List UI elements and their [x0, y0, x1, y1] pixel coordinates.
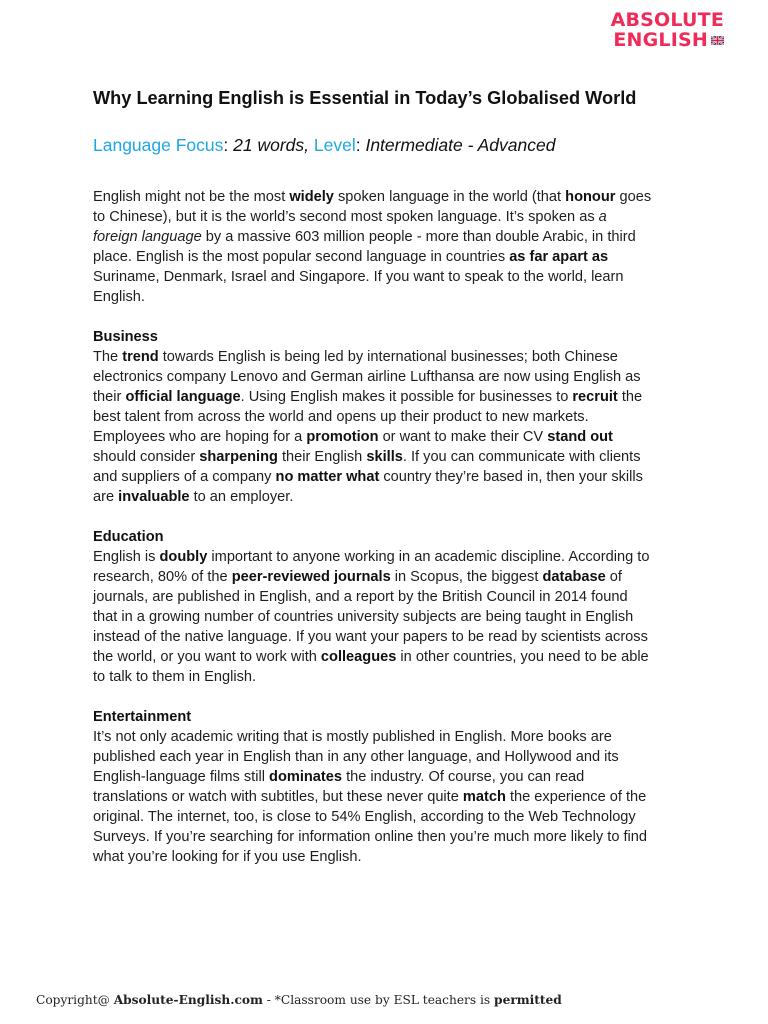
body-text: The [93, 349, 123, 365]
vocab-word: honour [565, 189, 616, 205]
body-text: It’s not only academic writing that is mostly published in English. More books are published each year in English than in any other language, and Hollywood and its English-language films still [93, 729, 619, 785]
body-text: important to anyone working in an academic discipline. According to research, 80% of the [93, 549, 650, 585]
body-text: spoken language in the world (that [333, 189, 566, 205]
vocab-word: as far apart as [509, 249, 609, 265]
business-paragraph [93, 347, 653, 507]
logo-line-2 [611, 30, 724, 50]
vocab-word: promotion [306, 429, 379, 445]
vocab-word: skills [366, 449, 403, 465]
footer-permitted: permitted [494, 993, 562, 1007]
page-title: Why Learning English is Essential in Today’s Globalised World [93, 88, 637, 108]
entertainment-paragraph [93, 727, 653, 867]
body-text: Suriname, Denmark, Israel and Singapore. If you want to speak to the world, learn English. [93, 269, 624, 305]
intro-paragraph [93, 187, 653, 307]
vocab-word: official language [125, 389, 241, 405]
brand-logo [611, 10, 724, 50]
vocab-word: match [462, 789, 506, 805]
vocab-word: sharpening [199, 449, 278, 465]
focus-colon-1: : [223, 135, 229, 155]
footer-middle: - *Classroom use by ESL teachers is [262, 993, 495, 1007]
body-text: their English [277, 449, 367, 465]
vocab-word: no matter what [275, 469, 380, 485]
body-text: the best talent from across the world and opens up their product to new markets. Employees who are hoping for a [93, 389, 643, 445]
body-text: English is [93, 549, 160, 565]
body-text: . If you can communicate with clients and suppliers of a company [93, 449, 641, 485]
footer-prefix: Copyright@ [36, 993, 114, 1007]
education-paragraph [93, 547, 653, 687]
body-text: goes to Chinese), but it is the world’s second most spoken language. It’s spoken as [93, 189, 652, 225]
body-text: or want to make their CV [378, 429, 548, 445]
language-focus-line [93, 135, 555, 156]
body-text: should consider [93, 449, 200, 465]
logo-line-2-text: ENGLISH [613, 29, 708, 51]
logo-line-1: ABSOLUTE [610, 9, 724, 31]
vocab-word: trend [122, 349, 159, 365]
body-text: by a massive 603 million people - more than double Arabic, in third place. English is the most popular second language in countries [93, 229, 636, 265]
body-text: the experience of the original. The internet, too, is close to 54% English, according to the Web Technology Surveys. If you’re searching for information online then you’re much more likely to find what you’re looking for if you use English. [93, 789, 648, 865]
body-text: English might not be the most [93, 189, 290, 205]
entertainment-heading: Entertainment [93, 709, 192, 725]
body-text: in Scopus, the biggest [390, 569, 543, 585]
body-text: country they’re based in, then your skills are [93, 469, 643, 505]
vocab-word: database [542, 569, 606, 585]
vocab-word: widely [289, 189, 334, 205]
body-text: of journals, are published in English, and a report by the British Council in 2014 found that in a growing number of countries university subjects are being taught in English instead of the native language. If you want your papers to be read by scientists across the world, or you want to work with [93, 569, 648, 665]
vocab-word: dominates [269, 769, 343, 785]
vocab-word: stand out [547, 429, 613, 445]
article-body [93, 187, 653, 887]
vocab-word: invaluable [118, 489, 190, 505]
vocab-word: doubly [159, 549, 208, 565]
copyright-footer [36, 993, 562, 1007]
vocab-word: recruit [572, 389, 618, 405]
uk-flag-icon [711, 36, 724, 45]
footer-site-link[interactable]: Absolute-English.com [113, 993, 263, 1007]
education-heading: Education [93, 529, 164, 545]
language-focus-label: Language Focus [93, 135, 224, 155]
emphasis-text: a foreign language [93, 209, 607, 245]
level-label: Level [313, 135, 356, 155]
body-text: in other countries, you need to be able to talk to them in English. [93, 649, 649, 685]
level-value: Intermediate - Advanced [360, 135, 556, 155]
focus-colon-2: : [355, 135, 361, 155]
word-count: 21 words, [228, 135, 314, 155]
vocab-word: colleagues [320, 649, 397, 665]
business-heading: Business [93, 329, 158, 345]
body-text: to an employer. [189, 489, 294, 505]
vocab-word: peer-reviewed journals [231, 569, 391, 585]
body-text: . Using English makes it possible for businesses to [240, 389, 573, 405]
body-text: towards English is being led by international businesses; both Chinese electronics company Lenovo and German airline Lufthansa are now using English as their [93, 349, 641, 405]
body-text: the industry. Of course, you can read translations or watch with subtitles, but these never quite [93, 769, 585, 805]
